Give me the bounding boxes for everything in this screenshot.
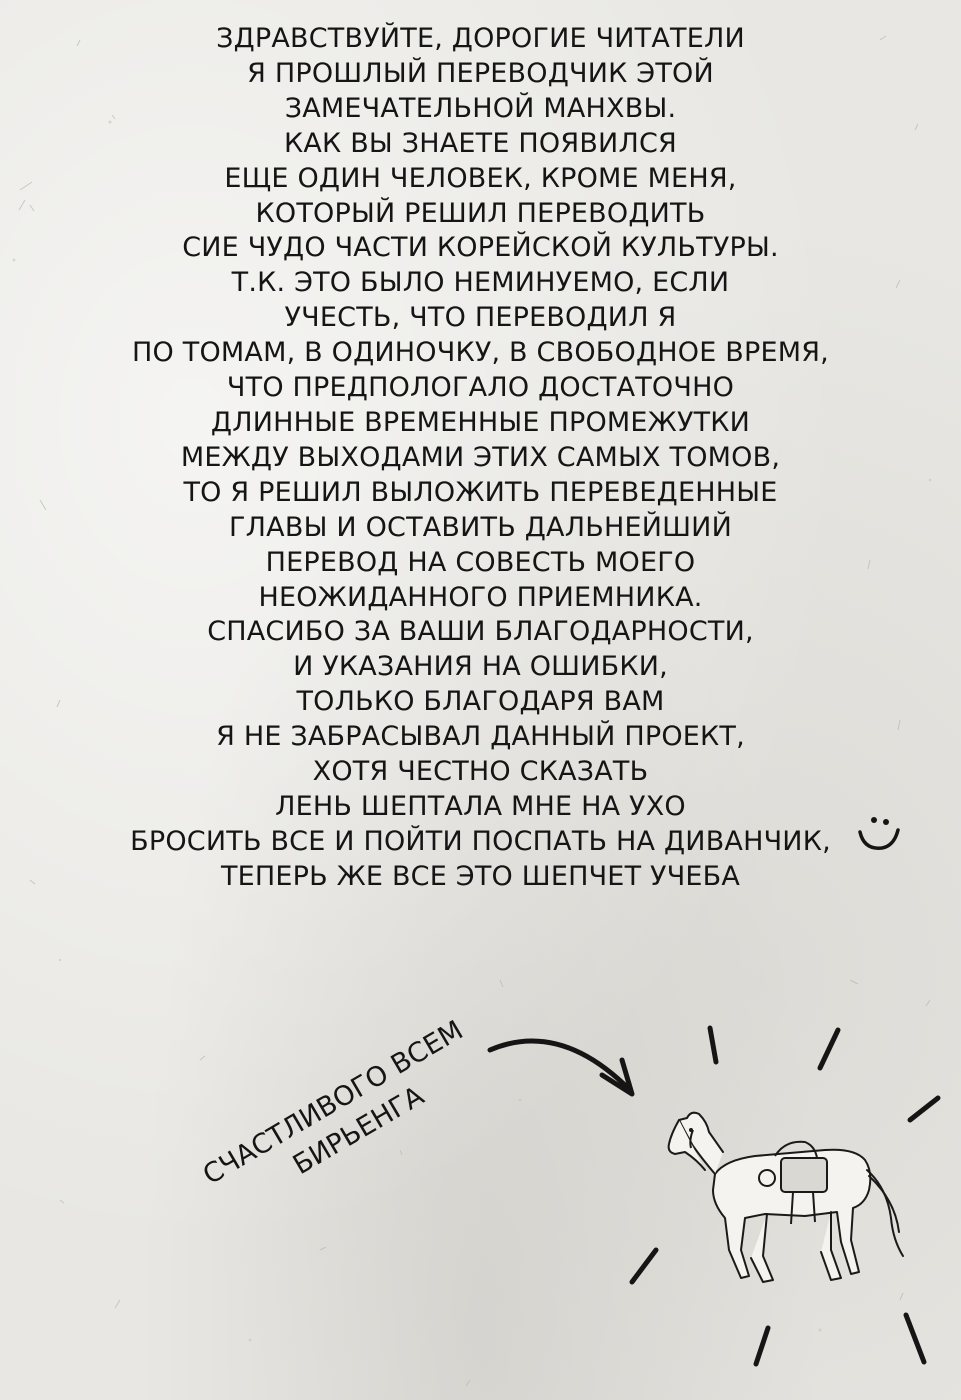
message-line: ДЛИННЫЕ ВРЕМЕННЫЕ ПРОМЕЖУТКИ — [210, 406, 751, 438]
message-line: Я ПРОШЛЫЙ ПЕРЕВОДЧИК ЭТОЙ — [247, 57, 714, 89]
message-line: ЕЩЕ ОДИН ЧЕЛОВЕК, КРОМЕ МЕНЯ, — [224, 162, 737, 194]
greeting-line1: СЧАСТЛИВОГО ВСЕМ — [197, 1014, 469, 1192]
message-line: СПАСИБО ЗА ВАШИ БЛАГОДАРНОСТИ, — [207, 616, 754, 648]
message-line: МЕЖДУ ВЫХОДАМИ ЭТИХ САМЫХ ТОМОВ, — [180, 441, 781, 473]
message-line: ЧТО ПРЕДПОЛОГАЛО ДОСТАТОЧНО — [226, 372, 735, 404]
message-line: ЗДРАВСТВУЙТЕ, ДОРОГИЕ ЧИТАТЕЛИ — [216, 23, 745, 54]
message-line: И УКАЗАНИЯ НА ОШИБКИ, — [293, 651, 668, 683]
message-line: КОТОРЫЙ РЕШИЛ ПЕРЕВОДИТЬ — [255, 197, 706, 229]
message-line: ПЕРЕВОД НА СОВЕСТЬ МОЕГО — [265, 546, 696, 578]
greeting-line2: БИРЬЕНГА — [287, 1080, 430, 1182]
greeting-label — [170, 985, 510, 1205]
horse-drawing — [655, 1100, 915, 1300]
message-line: УЧЕСТЬ, ЧТО ПЕРЕВОДИЛ Я — [284, 302, 677, 334]
smiley-face-icon — [852, 810, 912, 860]
message-line: Т.К. ЭТО БЫЛО НЕМИНУЕМО, ЕСЛИ — [231, 267, 730, 299]
message-line: ЛЕНЬ ШЕПТАЛА МНЕ НА УХО — [275, 790, 686, 822]
message-line: КАК ВЫ ЗНАЕТЕ ПОЯВИЛСЯ — [284, 127, 677, 159]
message-line: ТЕПЕРЬ ЖЕ ВСЕ ЭТО ШЕПЧЕТ УЧЕБА — [220, 860, 741, 892]
message-line: СИЕ ЧУДО ЧАСТИ КОРЕЙСКОЙ КУЛЬТУРЫ. — [182, 232, 779, 264]
message-line: ЗАМЕЧАТЕЛЬНОЙ МАНХВЫ. — [284, 92, 677, 124]
message-line: ТОЛЬКО БЛАГОДАРЯ ВАМ — [296, 686, 665, 718]
message-line: ТО Я РЕШИЛ ВЫЛОЖИТЬ ПЕРЕВЕДЕННЫЕ — [183, 476, 778, 508]
message-line: НЕОЖИДАННОГО ПРИЕМНИКА. — [258, 581, 703, 613]
translator-message — [0, 22, 961, 895]
message-line: Я НЕ ЗАБРАСЫВАЛ ДАННЫЙ ПРОЕКТ, — [216, 721, 745, 753]
message-line: ГЛАВЫ И ОСТАВИТЬ ДАЛЬНЕЙШИЙ — [229, 511, 732, 543]
message-line: БРОСИТЬ ВСЕ И ПОЙТИ ПОСПАТЬ НА ДИВАНЧИК, — [130, 825, 831, 857]
message-line: ХОТЯ ЧЕСТНО СКАЗАТЬ — [312, 756, 649, 788]
message-line: ПО ТОМАМ, В ОДИНОЧКУ, В СВОБОДНОЕ ВРЕМЯ, — [132, 337, 829, 369]
